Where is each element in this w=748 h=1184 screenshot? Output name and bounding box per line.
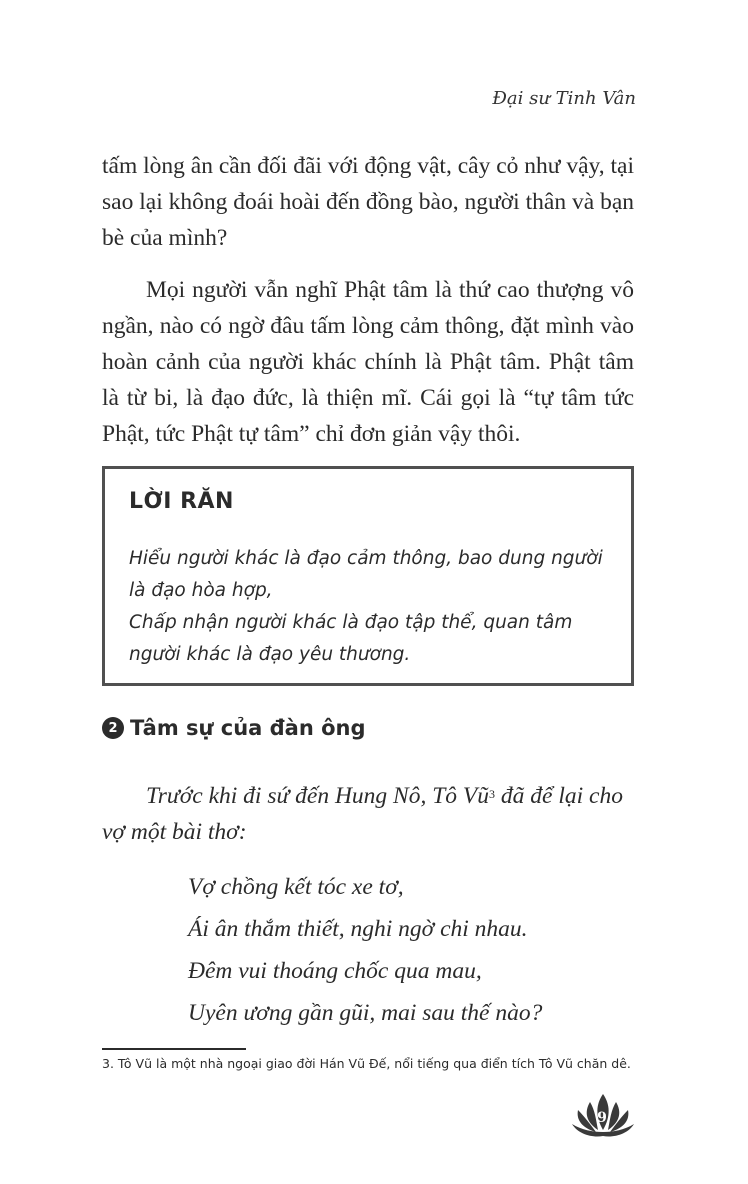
running-header: Đại sư Tinh Vân — [492, 88, 636, 109]
story-text-after: đã để lại cho vợ một bài thơ: — [102, 783, 623, 845]
page-number: 9 — [597, 1110, 607, 1126]
footnote-divider — [102, 1048, 246, 1050]
section-title: Tâm sự của đàn ông — [130, 716, 366, 740]
poem-line: Vợ chồng kết tóc xe tơ, — [188, 874, 404, 900]
story-text: Trước khi đi sứ đến Hung Nô, Tô Vũ — [146, 783, 490, 809]
advice-line-1: Hiểu người khác là đạo cảm thông, bao dung người là đạo hòa hợp, — [129, 548, 603, 601]
body-paragraph-1: tấm lòng ân cần đối đãi với động vật, cây cỏ như vậy, tại sao lại không đoái hoài đến đồng bào, người thân và bạn bè của mình? — [102, 153, 635, 251]
advice-box-title: LỜI RĂN — [129, 489, 234, 514]
footnote-marker[interactable]: 3 — [489, 787, 496, 801]
section-heading — [102, 716, 366, 740]
story-paragraph — [102, 778, 634, 850]
poem-line: Đêm vui thoáng chốc qua mau, — [188, 958, 482, 984]
poem — [188, 866, 542, 1034]
poem-line: Ái ân thắm thiết, nghi ngờ chi nhau. — [188, 916, 528, 942]
advice-line-2: Chấp nhận người khác là đạo tập thể, quan tâm người khác là đạo yêu thương. — [129, 612, 573, 665]
poem-line: Uyên ương gần gũi, mai sau thế nào? — [188, 1000, 543, 1026]
advice-box-text — [129, 543, 613, 671]
section-number-badge: 2 — [102, 717, 124, 739]
advice-box — [102, 466, 634, 686]
body-paragraph-2: Mọi người vẫn nghĩ Phật tâm là thứ cao thượng vô ngần, nào có ngờ đâu tấm lòng cảm thông, đặt mình vào hoàn cảnh của người khác chính là Phật tâm. Phật tâm là từ bi, là đạo đức, là thiện mĩ. Cái gọi là “tự tâm tức Phật, tức Phật tự tâm” chỉ đơn giản vậy thôi. — [102, 277, 634, 447]
footnote-text: 3. Tô Vũ là một nhà ngoại giao đời Hán Vũ Đế, nổi tiếng qua điển tích Tô Vũ chăn dê. — [102, 1056, 631, 1071]
